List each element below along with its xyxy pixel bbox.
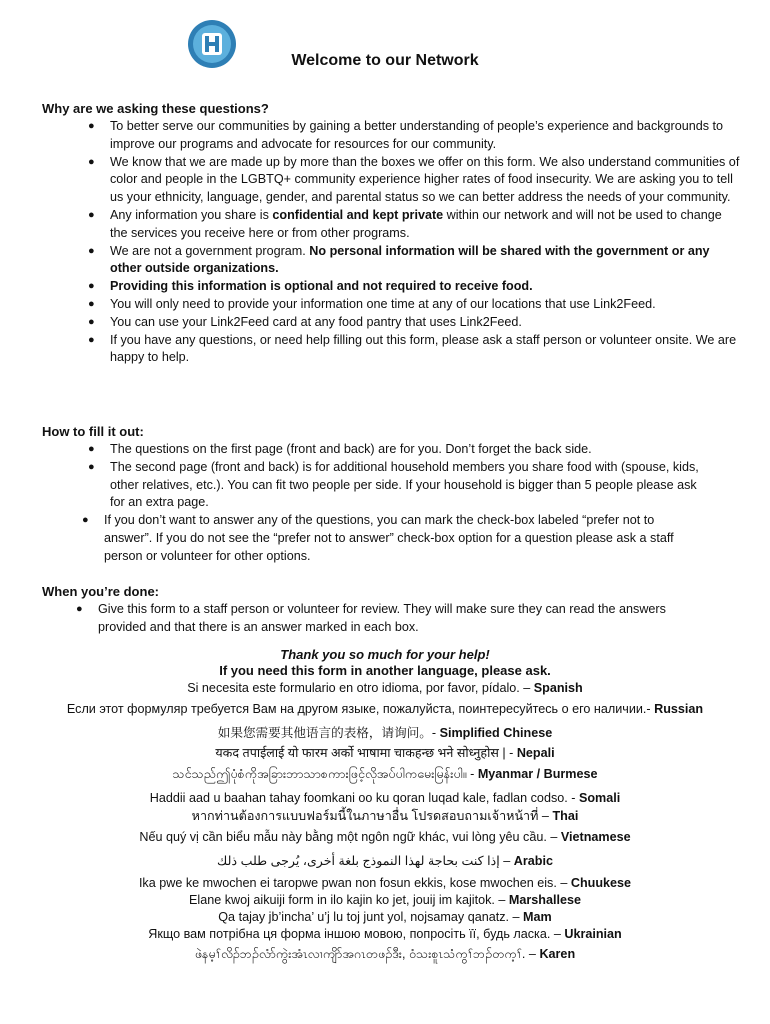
language-line-burmese: သင်သည်ဤပုံစံကိုအခြားဘာသာစကားဖြင့်လိုအပ်ပါကမေးမြန်းပါ။ - Myanmar / Burmese <box>172 767 598 781</box>
how-heading: How to fill it out: <box>42 424 144 439</box>
why-item: ● To better serve our communities by gaining a better understanding of people’s experience and backgrounds to improve our programs and advocate for resources for our community. <box>88 119 724 151</box>
language-line-karen: ဖဲနမ့ၢ်လိၣ်ဘၣ်လံာ်ကွဲးအံၤလၢကျိာ်အဂၤတဖၣ်ဒီး, ဝံသးစူၤသံကွၢ်ဘၣ်တက့ၢ်. – Karen <box>194 947 576 961</box>
done-section <box>42 583 742 637</box>
language-request-text: If you need this form in another language, please ask. <box>219 663 551 678</box>
language-line-somali: Haddii aad u baahan tahay foomkani oo ku qoran luqad kale, fadlan codso. - Somali <box>149 791 621 805</box>
language-line-spanish: Si necesita este formulario en otro idioma, por favor, pídalo. – Spanish <box>187 681 583 695</box>
how-item: ● The questions on the first page (front and back) are for you. Don’t forget the back side. <box>88 442 592 456</box>
language-line-chinese: 如果您需要其他语言的表格，请询问。- Simplified Chinese <box>217 726 553 740</box>
why-item: ● Providing this information is optional and not required to receive food. <box>88 279 533 294</box>
language-line-thai: หากท่านต้องการแบบฟอร์มนี้ในภาษาอื่น โปรดสอบถามเจ้าหน้าที่ – Thai <box>191 809 579 823</box>
thanks-text: Thank you so much for your help! <box>280 647 490 662</box>
language-line-ukrainian: Якщо вам потрібна ця форма іншою мовою, попросіть її, будь ласка. – Ukrainian <box>148 927 622 941</box>
why-section <box>42 100 742 367</box>
language-line-chuukese: Ika pwe ke mwochen ei taropwe pwan non fosun ekkis, kose mwochen eis. – Chuukese <box>138 876 632 890</box>
language-line-mam: Qa tajay jb’incha’ u’j lu toj junt yol, nojsamay qanatz. – Mam <box>218 910 552 924</box>
why-item: ● Any information you share is confidential and kept private within our network and will not be used to change the services you receive here or from other programs. <box>88 207 722 240</box>
why-item: ● You can use your Link2Feed card at any food pantry that uses Link2Feed. <box>88 314 522 329</box>
language-line-vietnamese: Nếu quý vị cần biểu mẫu này bằng một ngôn ngữ khác, vui lòng yêu cầu. – Vietnamese <box>139 830 631 844</box>
why-item: ● We are not a government program. No personal information will be shared with the government or any other outside organizations. <box>88 243 710 276</box>
language-line-arabic: إذا كنت بحاجة لهذا النموذج بلغة أخرى، يُرجى طلب ذلك – Arabic <box>217 854 553 868</box>
why-item: ● You will only need to provide your information one time at any of our locations that use Link2Feed. <box>88 296 656 311</box>
how-section <box>42 423 742 566</box>
why-item: ● We know that we are made up by more than the boxes we offer on this form. We also understand communities of color and people in the LGBTQ+ community experience higher rates of food insecurity. We are asking you to tell us your ethnicity, language, gender, and parental status so we can better address the needs of your community. <box>88 154 740 205</box>
done-item: ● Give this form to a staff person or volunteer for review. They will make sure they can read the answers provided and that there is an answer marked in each box. <box>76 602 666 634</box>
why-heading: Why are we asking these questions? <box>42 101 269 116</box>
page-title: Welcome to our Network <box>291 52 479 69</box>
language-line-russian: Если этот формуляр требуется Вам на другом языке, пожалуйста, поинтересуйтесь о его наличии.- Russian <box>66 702 704 716</box>
why-item: ● If you have any questions, or need help filling out this form, please ask a staff person or volunteer onsite. We are happy to help. <box>88 332 737 365</box>
language-line-nepali: यकद तपाईलाई यो फारम अर्को भाषामा चाकहन्छ भने सोध्नुहोस | - Nepali <box>215 746 555 760</box>
how-item: ● If you don’t want to answer any of the questions, you can mark the check-box labeled “prefer not to answer”. If you do not see the “prefer not to answer” check-box option for a question please ask a staff person or volunteer for other options. <box>82 513 674 563</box>
how-item: ● The second page (front and back) is for additional household members you share food with (spouse, kids, other relatives, etc.). You can fit two people per side. If your household is bigger than 5 people please ask for an extra page. <box>88 459 699 510</box>
language-line-marshallese: Elane kwoj aikuiji form in ilo kajin ko jet, jouij im kajitok. – Marshallese <box>189 893 581 907</box>
done-heading: When you’re done: <box>42 584 159 599</box>
